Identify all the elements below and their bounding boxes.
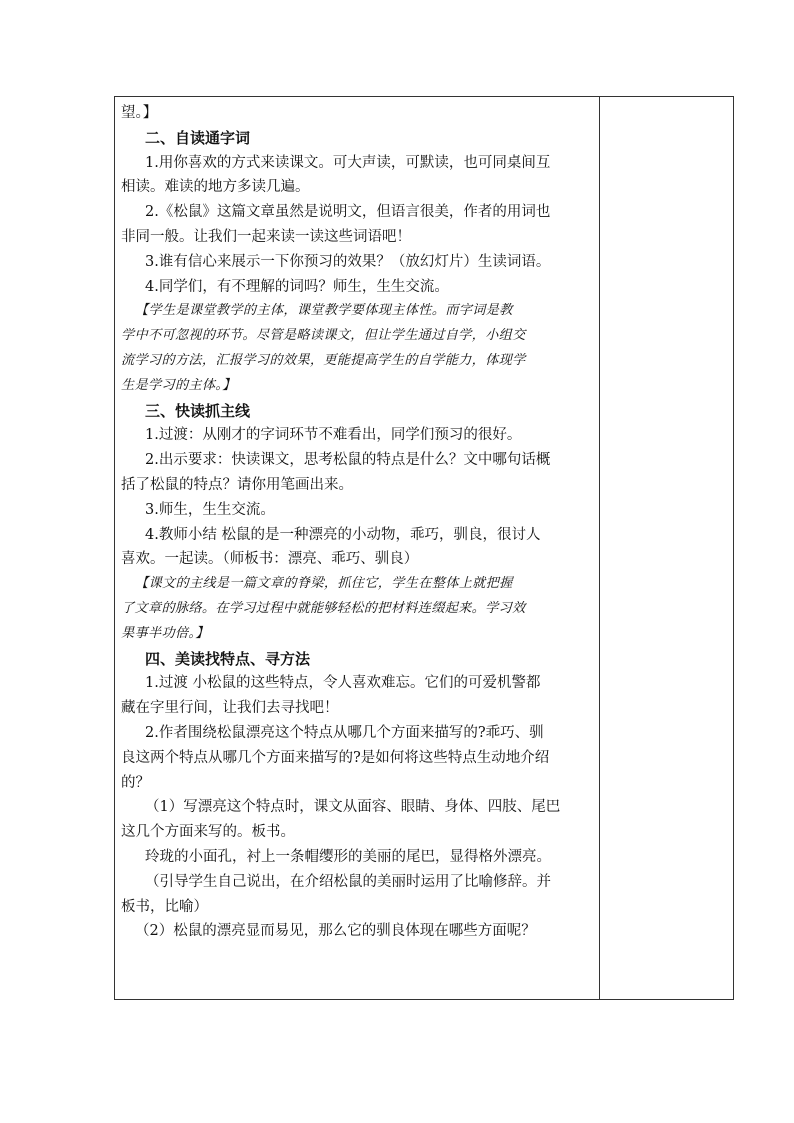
- text-line: 1.用你喜欢的方式来读课文。可大声读，可默读，也可同桌间互: [145, 154, 551, 171]
- annotation-line: 【课文的主线是一篇文章的脊梁，抓住它，学生在整体上就把握: [135, 576, 513, 592]
- text-line: 2.作者围绕松鼠漂亮这个特点从哪几个方面来描写的?乖巧、驯: [145, 724, 544, 741]
- text-line: 括了松鼠的特点？请你用笔画出来。: [121, 476, 353, 493]
- text-line: （引导学生自己说出，在介绍松鼠的美丽时运用了比喻修辞。并: [145, 873, 551, 890]
- annotation-line: 流学习的方法，汇报学习的效果，更能提高学生的自学能力，体现学: [121, 352, 526, 368]
- text-line: 1.过渡 小松鼠的这些特点，令人喜欢难忘。它们的可爱机警都: [145, 675, 541, 692]
- text-line: 相读。难读的地方多读几遍。: [121, 179, 310, 196]
- lesson-content-cell: [115, 97, 599, 944]
- text-line: 喜欢。一起读。（师板书：漂亮、乖巧、驯良）: [121, 551, 419, 568]
- text-line: 4.同学们，有不理解的词吗？师生，生生交流。: [145, 278, 449, 295]
- annotation-line: 学中不可忽视的环节。尽管是略读课文，但让学生通过自学，小组交: [121, 328, 526, 344]
- text-line: 1.过渡：从刚才的字词环节不难看出，同学们预习的很好。: [145, 427, 522, 444]
- text-line: 板书，比喻）: [121, 898, 208, 915]
- text-line: 良这两个特点从哪几个方面来描写的?是如何将这些特点生动地介绍: [121, 749, 550, 766]
- text-line: 3.师生，生生交流。: [145, 501, 275, 518]
- notes-column-cell: [600, 97, 733, 999]
- annotation-line: 果事半功倍。】: [121, 625, 209, 641]
- annotation-line: 生是学习的主体。】: [121, 377, 236, 393]
- text-line: 4.教师小结 松鼠的是一种漂亮的小动物，乖巧，驯良，很讨人: [145, 526, 541, 543]
- text-line: 3.谁有信心来展示一下你预习的效果？（放幻灯片）生读词语。: [145, 253, 551, 270]
- text-line: 2.出示要求：快读课文，思考松鼠的特点是什么？文中哪句话概: [145, 452, 551, 469]
- text-line: （2）松鼠的漂亮显而易见，那么它的驯良体现在哪些方面呢？: [135, 923, 536, 940]
- text-line: 望。】: [121, 105, 158, 121]
- text-line: 藏在字里行间，让我们去寻找吧！: [121, 700, 339, 717]
- text-line: 的？: [121, 774, 150, 791]
- lesson-plan-table: [114, 96, 734, 1000]
- text-line: （1）写漂亮这个特点时，课文从面容、眼睛、身体、四肢、尾巴: [145, 799, 561, 816]
- section-heading: 三、快读抓主线: [145, 401, 251, 420]
- text-line: 非同一般。让我们一起来读一读这些词语吧！: [121, 228, 411, 245]
- section-heading: 二、自读通字词: [145, 128, 251, 147]
- annotation-line: 【学生是课堂教学的主体，课堂教学要体现主体性。而字词是教: [135, 303, 513, 319]
- text-line: 2.《松鼠》这篇文章虽然是说明文，但语言很美，作者的用词也: [145, 204, 551, 221]
- section-heading: 四、美读找特点、寻方法: [145, 649, 311, 668]
- text-line: 玲珑的小面孔，衬上一条帽缨形的美丽的尾巴，显得格外漂亮。: [145, 848, 551, 865]
- annotation-line: 了文章的脉络。在学习过程中就能够轻松的把材料连缀起来。学习效: [121, 600, 526, 616]
- text-line: 这几个方面来写的。板书。: [121, 824, 295, 841]
